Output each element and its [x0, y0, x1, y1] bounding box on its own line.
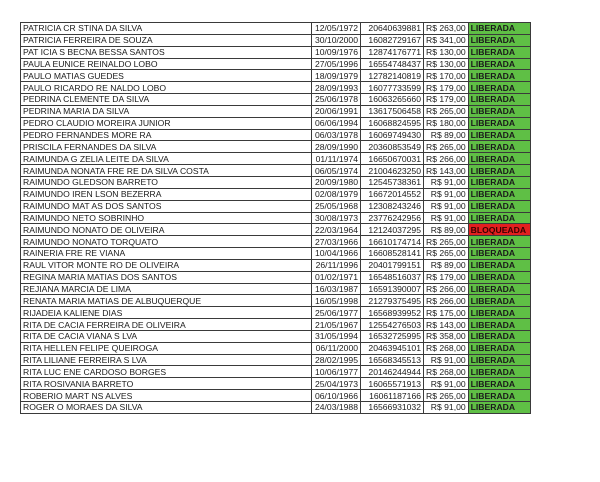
name-cell[interactable]: PAT ICIA S BECNA BESSA SANTOS [21, 46, 312, 58]
amount-cell[interactable]: R$ 89,00 [424, 224, 469, 236]
name-cell[interactable]: RAIMUNDO IREN LSON BEZERRA [21, 188, 312, 200]
birth-date-cell[interactable]: 25/06/1977 [312, 307, 361, 319]
id-number-cell[interactable]: 20463945101 [361, 342, 424, 354]
id-number-cell[interactable]: 16065571913 [361, 378, 424, 390]
birth-date-cell[interactable]: 06/06/1994 [312, 117, 361, 129]
name-cell[interactable]: PEDRINA CLEMENTE DA SILVA [21, 94, 312, 106]
table-row [21, 342, 531, 354]
table-row [21, 141, 531, 153]
table-row [21, 236, 531, 248]
table-row [21, 390, 531, 402]
birth-date-cell[interactable]: 12/05/1972 [312, 23, 361, 35]
table-row [21, 188, 531, 200]
birth-date-cell[interactable]: 06/03/1978 [312, 129, 361, 141]
birth-date-cell[interactable]: 06/10/1966 [312, 390, 361, 402]
table-row [21, 378, 531, 390]
id-number-cell[interactable]: 16610174714 [361, 236, 424, 248]
id-number-cell[interactable]: 16532725995 [361, 330, 424, 342]
birth-date-cell[interactable]: 28/09/1993 [312, 82, 361, 94]
amount-cell[interactable]: R$ 179,00 [424, 271, 469, 283]
status-cell[interactable]: LIBERADA [468, 295, 530, 307]
birth-date-cell[interactable]: 27/05/1996 [312, 58, 361, 70]
amount-cell[interactable]: R$ 263,00 [424, 23, 469, 35]
status-cell[interactable]: LIBERADA [468, 34, 530, 46]
name-cell[interactable]: ROBERIO MART NS ALVES [21, 390, 312, 402]
table-row [21, 105, 531, 117]
name-cell[interactable]: RAIMUNDO NONATO DE OLIVEIRA [21, 224, 312, 236]
status-cell[interactable]: LIBERADA [468, 330, 530, 342]
id-number-cell[interactable]: 16568939952 [361, 307, 424, 319]
id-number-cell[interactable]: 23776242956 [361, 212, 424, 224]
status-cell[interactable]: LIBERADA [468, 271, 530, 283]
table-row [21, 129, 531, 141]
id-number-cell[interactable]: 16082729167 [361, 34, 424, 46]
table-row [21, 330, 531, 342]
status-cell[interactable]: LIBERADA [468, 129, 530, 141]
name-cell[interactable]: RAUL VITOR MONTE RO DE OLIVEIRA [21, 259, 312, 271]
table-row [21, 70, 531, 82]
table-row [21, 200, 531, 212]
amount-cell[interactable]: R$ 265,00 [424, 141, 469, 153]
status-cell[interactable]: LIBERADA [468, 236, 530, 248]
status-cell[interactable]: LIBERADA [468, 366, 530, 378]
status-cell[interactable]: LIBERADA [468, 378, 530, 390]
id-number-cell[interactable]: 20640639881 [361, 23, 424, 35]
amount-cell[interactable]: R$ 91,00 [424, 212, 469, 224]
amount-cell[interactable]: R$ 180,00 [424, 117, 469, 129]
table-row [21, 295, 531, 307]
table-row [21, 212, 531, 224]
status-cell[interactable]: LIBERADA [468, 46, 530, 58]
table-row [21, 319, 531, 331]
amount-cell[interactable]: R$ 265,00 [424, 105, 469, 117]
name-cell[interactable]: RAIMUNDO MAT AS DOS SANTOS [21, 200, 312, 212]
status-cell[interactable]: LIBERADA [468, 82, 530, 94]
amount-cell[interactable]: R$ 175,00 [424, 307, 469, 319]
status-cell[interactable]: LIBERADA [468, 402, 530, 414]
status-cell[interactable]: LIBERADA [468, 105, 530, 117]
name-cell[interactable]: PRISCILA FERNANDES DA SILVA [21, 141, 312, 153]
name-cell[interactable]: RAINERIA FRE RE VIANA [21, 248, 312, 260]
amount-cell[interactable]: R$ 91,00 [424, 402, 469, 414]
id-number-cell[interactable]: 16608528141 [361, 248, 424, 260]
amount-cell[interactable]: R$ 268,00 [424, 366, 469, 378]
amount-cell[interactable]: R$ 91,00 [424, 354, 469, 366]
amount-cell[interactable]: R$ 265,00 [424, 390, 469, 402]
id-number-cell[interactable]: 12545738361 [361, 176, 424, 188]
name-cell[interactable]: PEDRO CLAUDIO MOREIRA JUNIOR [21, 117, 312, 129]
name-cell[interactable]: RAIMUNDO GLEDSON BARRETO [21, 176, 312, 188]
amount-cell[interactable]: R$ 179,00 [424, 94, 469, 106]
table-row [21, 82, 531, 94]
id-number-cell[interactable]: 12782140819 [361, 70, 424, 82]
status-cell[interactable]: LIBERADA [468, 342, 530, 354]
name-cell[interactable]: RITA ROSIVANIA BARRETO [21, 378, 312, 390]
table-row [21, 153, 531, 165]
table-row [21, 259, 531, 271]
table-row [21, 34, 531, 46]
table-row [21, 224, 531, 236]
table-row [21, 58, 531, 70]
birth-date-cell[interactable]: 10/04/1966 [312, 248, 361, 260]
birth-date-cell[interactable]: 01/11/1974 [312, 153, 361, 165]
birth-date-cell[interactable]: 27/03/1966 [312, 236, 361, 248]
birth-date-cell[interactable]: 16/05/1998 [312, 295, 361, 307]
name-cell[interactable]: RAIMUNDO NETO SOBRINHO [21, 212, 312, 224]
id-number-cell[interactable]: 16063265660 [361, 94, 424, 106]
amount-cell[interactable]: R$ 91,00 [424, 176, 469, 188]
name-cell[interactable]: RIJADEIA KALIENE DIAS [21, 307, 312, 319]
amount-cell[interactable]: R$ 170,00 [424, 70, 469, 82]
amount-cell[interactable]: R$ 89,00 [424, 259, 469, 271]
name-cell[interactable]: PATRICIA FERREIRA DE SOUZA [21, 34, 312, 46]
id-number-cell[interactable]: 16568345513 [361, 354, 424, 366]
birth-date-cell[interactable]: 30/08/1973 [312, 212, 361, 224]
id-number-cell[interactable]: 12308243246 [361, 200, 424, 212]
status-cell[interactable]: LIBERADA [468, 117, 530, 129]
amount-cell[interactable]: R$ 358,00 [424, 330, 469, 342]
amount-cell[interactable]: R$ 268,00 [424, 342, 469, 354]
id-number-cell[interactable]: 12554276503 [361, 319, 424, 331]
name-cell[interactable]: RITA LILIANE FERREIRA S LVA [21, 354, 312, 366]
birth-date-cell[interactable]: 28/02/1995 [312, 354, 361, 366]
amount-cell[interactable]: R$ 266,00 [424, 295, 469, 307]
table-row [21, 165, 531, 177]
name-cell[interactable]: ROGER O MORAES DA SILVA [21, 402, 312, 414]
birth-date-cell[interactable]: 31/05/1994 [312, 330, 361, 342]
birth-date-cell[interactable]: 10/09/1976 [312, 46, 361, 58]
birth-date-cell[interactable]: 06/11/2000 [312, 342, 361, 354]
amount-cell[interactable]: R$ 143,00 [424, 165, 469, 177]
id-number-cell[interactable]: 21279375495 [361, 295, 424, 307]
birth-date-cell[interactable]: 06/05/1974 [312, 165, 361, 177]
status-cell[interactable]: LIBERADA [468, 94, 530, 106]
table-row [21, 307, 531, 319]
table-row [21, 271, 531, 283]
birth-date-cell[interactable]: 30/10/2000 [312, 34, 361, 46]
name-cell[interactable]: PATRICIA CR STINA DA SILVA [21, 23, 312, 35]
amount-cell[interactable]: R$ 143,00 [424, 319, 469, 331]
birth-date-cell[interactable]: 28/09/1990 [312, 141, 361, 153]
name-cell[interactable]: PEDRINA MARIA DA SILVA [21, 105, 312, 117]
table-row [21, 402, 531, 414]
spreadsheet-body [21, 23, 531, 414]
birth-date-cell[interactable]: 25/04/1973 [312, 378, 361, 390]
status-cell[interactable]: LIBERADA [468, 283, 530, 295]
id-number-cell[interactable]: 16077733599 [361, 82, 424, 94]
name-cell[interactable]: PEDRO FERNANDES MORE RA [21, 129, 312, 141]
amount-cell[interactable]: R$ 89,00 [424, 129, 469, 141]
status-cell[interactable]: LIBERADA [468, 200, 530, 212]
amount-cell[interactable]: R$ 91,00 [424, 188, 469, 200]
id-number-cell[interactable]: 16566931032 [361, 402, 424, 414]
id-number-cell[interactable]: 16069749430 [361, 129, 424, 141]
id-number-cell[interactable]: 16650670031 [361, 153, 424, 165]
table-row [21, 117, 531, 129]
table-row [21, 176, 531, 188]
birth-date-cell[interactable]: 26/11/1996 [312, 259, 361, 271]
table-row [21, 366, 531, 378]
id-number-cell[interactable]: 12874176771 [361, 46, 424, 58]
id-number-cell[interactable]: 16061187166 [361, 390, 424, 402]
birth-date-cell[interactable]: 02/08/1979 [312, 188, 361, 200]
name-cell[interactable]: REGINA MARIA MATIAS DOS SANTOS [21, 271, 312, 283]
table-row [21, 248, 531, 260]
id-number-cell[interactable]: 12124037295 [361, 224, 424, 236]
name-cell[interactable]: RAIMUNDA G ZELIA LEITE DA SILVA [21, 153, 312, 165]
status-cell[interactable]: LIBERADA [468, 390, 530, 402]
amount-cell[interactable]: R$ 91,00 [424, 378, 469, 390]
amount-cell[interactable]: R$ 130,00 [424, 46, 469, 58]
birth-date-cell[interactable]: 25/06/1978 [312, 94, 361, 106]
status-cell[interactable]: BLOQUEADA [468, 224, 530, 236]
status-cell[interactable]: LIBERADA [468, 165, 530, 177]
amount-cell[interactable]: R$ 179,00 [424, 82, 469, 94]
table-row [21, 46, 531, 58]
status-cell[interactable]: LIBERADA [468, 176, 530, 188]
id-number-cell[interactable]: 20401799151 [361, 259, 424, 271]
amount-cell[interactable]: R$ 265,00 [424, 236, 469, 248]
spreadsheet-table [20, 22, 531, 414]
birth-date-cell[interactable]: 25/05/1968 [312, 200, 361, 212]
birth-date-cell[interactable]: 21/05/1967 [312, 319, 361, 331]
amount-cell[interactable]: R$ 266,00 [424, 153, 469, 165]
table-row [21, 354, 531, 366]
amount-cell[interactable]: R$ 266,00 [424, 283, 469, 295]
name-cell[interactable]: RITA DE CACIA FERREIRA DE OLIVEIRA [21, 319, 312, 331]
amount-cell[interactable]: R$ 341,00 [424, 34, 469, 46]
name-cell[interactable]: RITA DE CACIA VIANA S LVA [21, 330, 312, 342]
id-number-cell[interactable]: 16068824595 [361, 117, 424, 129]
birth-date-cell[interactable]: 22/03/1964 [312, 224, 361, 236]
id-number-cell[interactable]: 21004623250 [361, 165, 424, 177]
status-cell[interactable]: LIBERADA [468, 141, 530, 153]
status-cell[interactable]: LIBERADA [468, 259, 530, 271]
table-row [21, 23, 531, 35]
name-cell[interactable]: RAIMUNDO NONATO TORQUATO [21, 236, 312, 248]
birth-date-cell[interactable]: 20/06/1991 [312, 105, 361, 117]
status-cell[interactable]: LIBERADA [468, 319, 530, 331]
name-cell[interactable]: REJIANA MARCIA DE LIMA [21, 283, 312, 295]
amount-cell[interactable]: R$ 130,00 [424, 58, 469, 70]
id-number-cell[interactable]: 16548516037 [361, 271, 424, 283]
table-row [21, 94, 531, 106]
name-cell[interactable]: RITA LUC ENE CARDOSO BORGES [21, 366, 312, 378]
amount-cell[interactable]: R$ 91,00 [424, 200, 469, 212]
status-cell[interactable]: LIBERADA [468, 23, 530, 35]
name-cell[interactable]: PAULO RICARDO RE NALDO LOBO [21, 82, 312, 94]
table-row [21, 283, 531, 295]
status-cell[interactable]: LIBERADA [468, 70, 530, 82]
name-cell[interactable]: RAIMUNDA NONATA FRE RE DA SILVA COSTA [21, 165, 312, 177]
status-cell[interactable]: LIBERADA [468, 354, 530, 366]
name-cell[interactable]: PAULO MATIAS GUEDES [21, 70, 312, 82]
status-cell[interactable]: LIBERADA [468, 188, 530, 200]
status-cell[interactable]: LIBERADA [468, 58, 530, 70]
birth-date-cell[interactable]: 20/09/1980 [312, 176, 361, 188]
id-number-cell[interactable]: 13617506458 [361, 105, 424, 117]
id-number-cell[interactable]: 20360853549 [361, 141, 424, 153]
id-number-cell[interactable]: 20146244944 [361, 366, 424, 378]
status-cell[interactable]: LIBERADA [468, 153, 530, 165]
birth-date-cell[interactable]: 10/06/1977 [312, 366, 361, 378]
birth-date-cell[interactable]: 16/03/1987 [312, 283, 361, 295]
status-cell[interactable]: LIBERADA [468, 248, 530, 260]
id-number-cell[interactable]: 16591390007 [361, 283, 424, 295]
birth-date-cell[interactable]: 18/09/1979 [312, 70, 361, 82]
amount-cell[interactable]: R$ 265,00 [424, 248, 469, 260]
birth-date-cell[interactable]: 01/02/1971 [312, 271, 361, 283]
name-cell[interactable]: RENATA MARIA MATIAS DE ALBUQUERQUE [21, 295, 312, 307]
name-cell[interactable]: PAULA EUNICE REINALDO LOBO [21, 58, 312, 70]
id-number-cell[interactable]: 16554748437 [361, 58, 424, 70]
id-number-cell[interactable]: 16672014552 [361, 188, 424, 200]
name-cell[interactable]: RITA HELLEN FELIPE QUEIROGA [21, 342, 312, 354]
birth-date-cell[interactable]: 24/03/1988 [312, 402, 361, 414]
status-cell[interactable]: LIBERADA [468, 307, 530, 319]
status-cell[interactable]: LIBERADA [468, 212, 530, 224]
